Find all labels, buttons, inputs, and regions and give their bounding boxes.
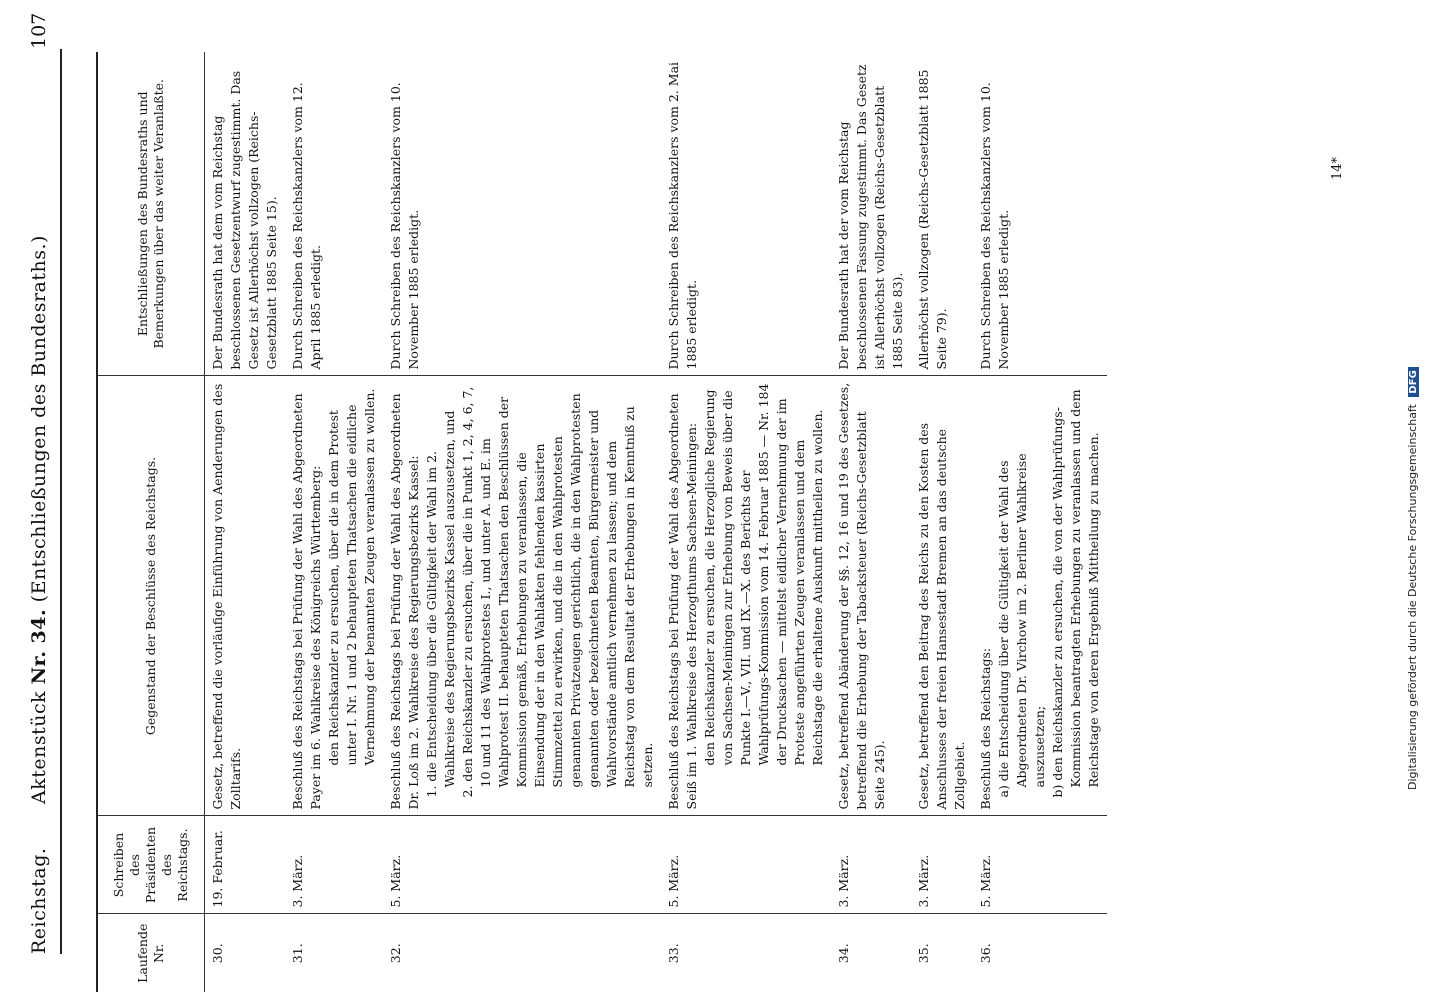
header-left: Reichstag. [28, 847, 50, 954]
row-nr: 32. [383, 914, 661, 992]
resolutions-table [96, 52, 1107, 992]
row-subject: Beschluß des Reichstags: [978, 647, 993, 810]
row-subject-cell [285, 376, 383, 816]
row-nr: 31. [285, 914, 383, 992]
table-row [831, 52, 911, 992]
table-row [285, 52, 383, 992]
row-subject: Beschluß des Reichstags bei Prüfung der Wahl des Abgeordneten Seiß im 1. Wahlkreise des Herzogthums Sachsen-Meiningen: [666, 393, 699, 810]
row-decision: Der Bundesrath hat der vom Reichstag beschlossenen Fassung zugestimmt. Das Gesetz ist Allerhöchst vollzogen (Reichs-Gesetzblatt 1885 Seite 83). [836, 64, 905, 370]
col-header-nr: Laufende Nr. [97, 914, 205, 992]
row-subject: Beschluß des Reichstags bei Prüfung der Wahl des Abgeordneten Dr. Loß im 2. Wahlkreise des Regierungsbezirks Kassel: [388, 393, 421, 810]
dfg-watermark-line [1406, 367, 1419, 790]
row-subject-detail: den Reichskanzler zu ersuchen, über die in dem Protest unter I. Nr. 1 und 2 behaupteten Thatsachen die eidliche Vernehmung der benannten Zeugen veranlassen zu wollen. [326, 388, 377, 766]
page-header [8, 12, 58, 954]
col-header-decision: Entschließungen des Bundesraths und Bemerkungen über das weiter Veranlaßte. [97, 52, 205, 376]
table-row [911, 52, 973, 992]
row-date: 19. Februar. [205, 816, 286, 914]
row-subject-item: a) die Entscheidung über die Gültigkeit der Wahl des Abgeordneten Dr. Virchow im 2. Berliner Wahlkreise auszusetzen; [996, 453, 1047, 798]
row-subject-item: b) den Reichskanzler zu ersuchen, die von der Wahlprüfungs-Kommission beantragten Erhebungen zu veranlassen und dem Reichstage von deren Ergebniß Mittheilung zu machen. [1050, 389, 1101, 798]
table-row [973, 52, 1107, 992]
header-center-number: Nr. 34. [28, 608, 50, 685]
dfg-watermark-text: Digitalisierung gefördert durch die Deutsche Forschungsgemeinschaft [1406, 404, 1419, 790]
dfg-watermark [1402, 0, 1424, 1000]
row-subject-detail: den Reichskanzler zu ersuchen, die Herzogliche Regierung von Sachsen-Meiningen zur Erhebung von Beweis über die Punkte I.—V., VII. und IX.—X. des Berichts der Wahlprüfungs-Kommission vom 14. Februar 1885 — Nr. 184 der Drucksachen — mittelst eidlicher Vernehmung der im Proteste angeführten Zeugen veranlassen und dem Reichstage die erhaltene Auskunft mittheilen zu wollen. [702, 383, 825, 766]
row-decision: Allerhöchst vollzogen (Reichs-Gesetzblatt 1885 Seite 79). [916, 69, 949, 370]
row-nr: 36. [973, 914, 1107, 992]
row-date: 3. März. [911, 816, 973, 914]
row-date: 5. März. [973, 816, 1107, 914]
header-center-prefix: Aktenstück [28, 690, 50, 804]
row-decision: Der Bundesrath hat dem vom Reichstag beschlossenen Gesetzentwurf zugestimmt. Das Gesetz ist Allerhöchst vollzogen (Reichs-Gesetzblatt 1885 Seite 15). [210, 70, 279, 370]
dfg-logo-icon: DFG [1408, 367, 1419, 396]
row-nr: 30. [205, 914, 286, 992]
row-subject-cell [661, 376, 831, 816]
table-header-row [97, 52, 205, 992]
page-number: 107 [28, 12, 50, 49]
table-row [383, 52, 661, 992]
row-date: 3. März. [285, 816, 383, 914]
row-subject: Gesetz, betreffend Abänderung der §§. 12, 16 und 19 des Gesetzes, betreffend die Erhebung der Tabacksteuer (Reichs-Gesetzblatt Seite 245). [831, 376, 911, 816]
row-date: 3. März. [831, 816, 911, 914]
header-center [28, 235, 50, 804]
row-decision: Durch Schreiben des Reichskanzlers vom 10. November 1885 erledigt. [388, 82, 421, 370]
row-nr: 33. [661, 914, 831, 992]
row-decision: Durch Schreiben des Reichskanzlers vom 12. April 1885 erledigt. [290, 82, 323, 370]
header-rule [60, 49, 62, 954]
row-nr: 34. [831, 914, 911, 992]
signature-mark: 14* [1330, 156, 1345, 180]
table-row [205, 52, 286, 992]
row-subject-cell [973, 376, 1107, 816]
row-subject: Beschluß des Reichstags bei Prüfung der Wahl des Abgeordneten Payer im 6. Wahlkreise des Königreichs Württemberg: [290, 393, 323, 810]
col-header-date: Schreiben des Präsidenten des Reichstags. [97, 816, 205, 914]
row-decision: Durch Schreiben des Reichskanzlers vom 10. November 1885 erledigt. [978, 82, 1011, 370]
col-header-subject: Gegenstand der Beschlüsse des Reichstags. [97, 376, 205, 816]
row-nr: 35. [911, 914, 973, 992]
row-date: 5. März. [661, 816, 831, 914]
header-center-suffix: (Entschließungen des Bundesraths.) [28, 235, 50, 603]
row-subject: Gesetz, betreffend den Beitrag des Reichs zu den Kosten des Anschlusses der freien Hansestadt Bremen an das deutsche Zollgebiet. [911, 376, 973, 816]
row-subject-cell [383, 376, 661, 816]
row-decision: Durch Schreiben des Reichskanzlers vom 2. Mai 1885 erledigt. [666, 61, 699, 370]
row-date: 5. März. [383, 816, 661, 914]
row-subject: Gesetz, betreffend die vorläufige Einführung von Aenderungen des Zolltarifs. [205, 376, 286, 816]
table-row [661, 52, 831, 992]
row-subject-item: 1. die Entscheidung über die Gültigkeit der Wahl im 2. Wahlkreise des Regierungsbezirks Kassel auszusetzen, und [424, 410, 457, 798]
row-subject-item: 2. den Reichskanzler zu ersuchen, über die in Punkt 1, 2, 4, 6, 7, 10 und 11 des Wahlprotestes I., und unter A. und E. im Wahlprotest II. behaupteten Thatsachen den Beschlüssen der Kommission gemäß, Erhebungen zu veranlassen, die Einsendung der in den Wahlakten fehlenden kassirten Stimmzettel zu erwirken, und die in den Wahlprotesten genannten Privatzeugen gerichtlich, die in den Wahlprotesten genannten oder bezeichneten Beamten, Bürgermeister und Wahlvorstände amtlich vernehmen zu lassen; und dem Reichstag von dem Resultat der Erhebungen in Kenntniß zu setzen. [460, 386, 655, 798]
